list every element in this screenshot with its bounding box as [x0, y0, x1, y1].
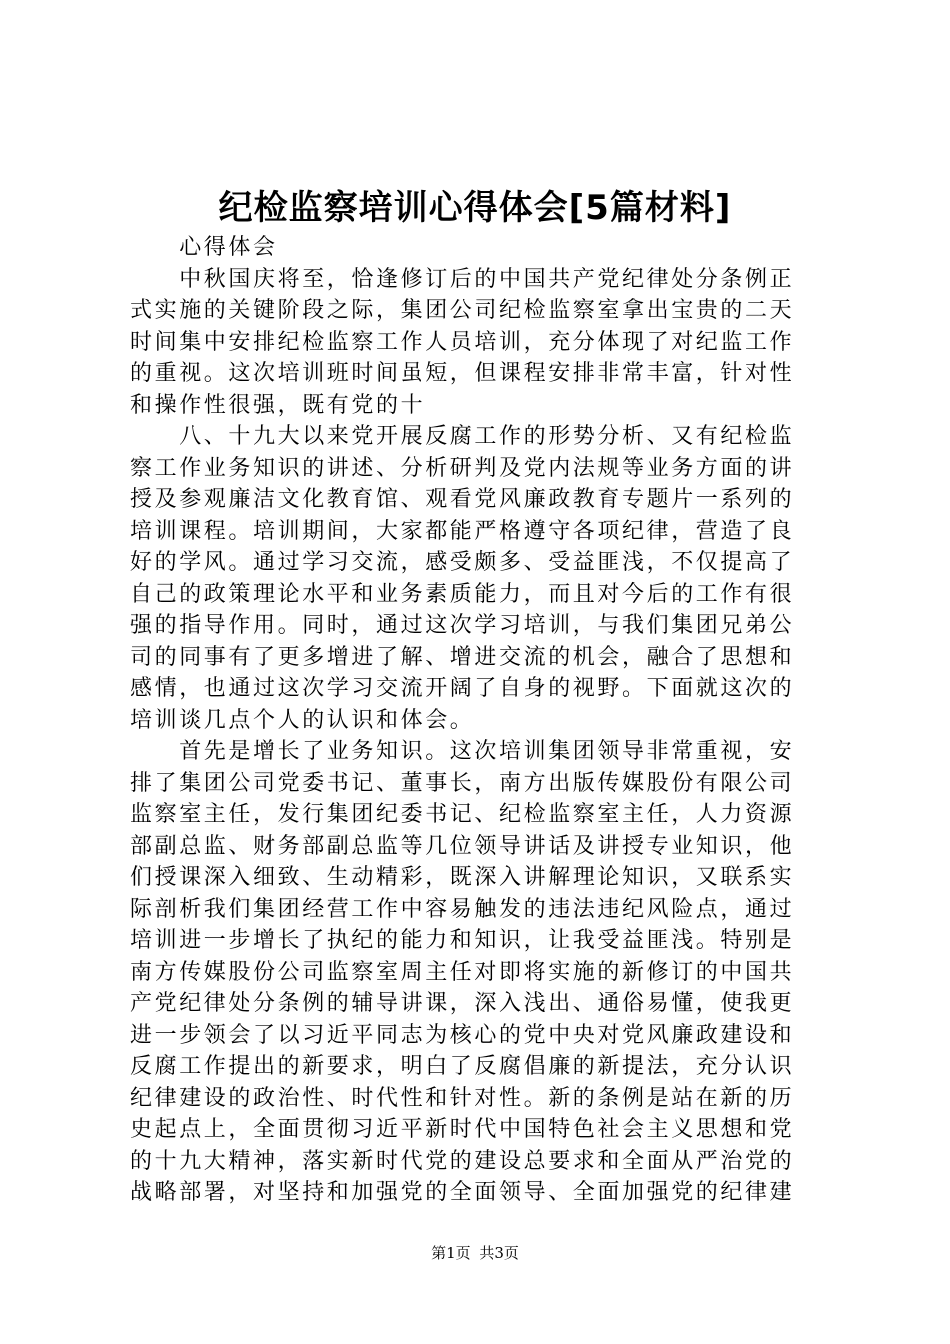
body-line: 进一步领会了以习近平同志为核心的党中央对党风廉政建设和 — [130, 1022, 795, 1048]
body-line: 察工作业务知识的讲述、分析研判及党内法规等业务方面的讲 — [130, 455, 795, 481]
document-title: 纪检监察培训心得体会[5篇材料] — [218, 188, 732, 228]
body-line: 八、十九大以来党开展反腐工作的形势分析、又有纪检监 — [130, 424, 795, 449]
body-line: 反腐工作提出的新要求，明白了反腐倡廉的新提法，充分认识 — [130, 1054, 795, 1079]
body-line: 自己的政策理论水平和业务素质能力，而且对今后的工作有很 — [130, 581, 795, 607]
body-line: 感情，也通过这次学习交流开阔了自身的视野。下面就这次的 — [130, 676, 795, 701]
page-total: 共3页 — [479, 1244, 519, 1262]
body-line: 培训课程。培训期间，大家都能严格遵守各项纪律，营造了良 — [130, 518, 795, 544]
body-line: 好的学风。通过学习交流，感受颇多、受益匪浅，不仅提高了 — [130, 550, 795, 575]
body-line: 产党纪律处分条例的辅导讲课，深入浅出、通俗易懂，使我更 — [130, 991, 795, 1016]
body-line: 际剖析我们集团经营工作中容易触发的违法违纪风险点，通过 — [130, 896, 795, 922]
body-line: 授及参观廉洁文化教育馆、观看党风廉政教育专题片一系列的 — [130, 487, 795, 512]
body-line: 式实施的关键阶段之际，集团公司纪检监察室拿出宝贵的二天 — [130, 298, 795, 323]
body-line: 战略部署，对坚持和加强党的全面领导、全面加强党的纪律建 — [130, 1180, 795, 1205]
body-line: 司的同事有了更多增进了解、增进交流的机会，融合了思想和 — [130, 644, 795, 670]
body-line: 强的指导作用。同时，通过这次学习培训，与我们集团兄弟公 — [130, 613, 795, 638]
body-line: 时间集中安排纪检监察工作人员培训，充分体现了对纪监工作 — [130, 329, 795, 355]
body-line: 部副总监、财务部副总监等几位领导讲话及讲授专业知识，他 — [130, 833, 795, 859]
page-number: 第1页 — [431, 1244, 471, 1262]
body-line: 中秋国庆将至，恰逢修订后的中国共产党纪律处分条例正 — [130, 266, 795, 292]
body-line: 首先是增长了业务知识。这次培训集团领导非常重视，安 — [130, 739, 795, 764]
body-line: 的重视。这次培训班时间虽短，但课程安排非常丰富，针对性 — [130, 361, 795, 386]
document-body — [130, 232, 830, 1209]
body-line: 的十九大精神，落实新时代党的建设总要求和全面从严治党的 — [130, 1148, 795, 1174]
body-line: 监察室主任，发行集团纪委书记、纪检监察室主任，人力资源 — [130, 802, 795, 827]
body-line: 心得体会 — [130, 235, 278, 260]
body-line: 纪律建设的政治性、时代性和针对性。新的条例是站在新的历 — [130, 1085, 795, 1111]
page-footer — [0, 1243, 950, 1263]
body-line: 培训谈几点个人的认识和体会。 — [130, 707, 475, 733]
body-line: 培训进一步增长了执纪的能力和知识，让我受益匪浅。特别是 — [130, 928, 795, 953]
body-line: 们授课深入细致、生动精彩，既深入讲解理论知识，又联系实 — [130, 865, 795, 890]
body-line: 排了集团公司党委书记、董事长，南方出版传媒股份有限公司 — [130, 770, 795, 796]
body-line: 南方传媒股份公司监察室周主任对即将实施的新修订的中国共 — [130, 959, 795, 985]
body-line: 和操作性很强，既有党的十 — [130, 392, 426, 418]
body-line: 史起点上，全面贯彻习近平新时代中国特色社会主义思想和党 — [130, 1117, 795, 1142]
